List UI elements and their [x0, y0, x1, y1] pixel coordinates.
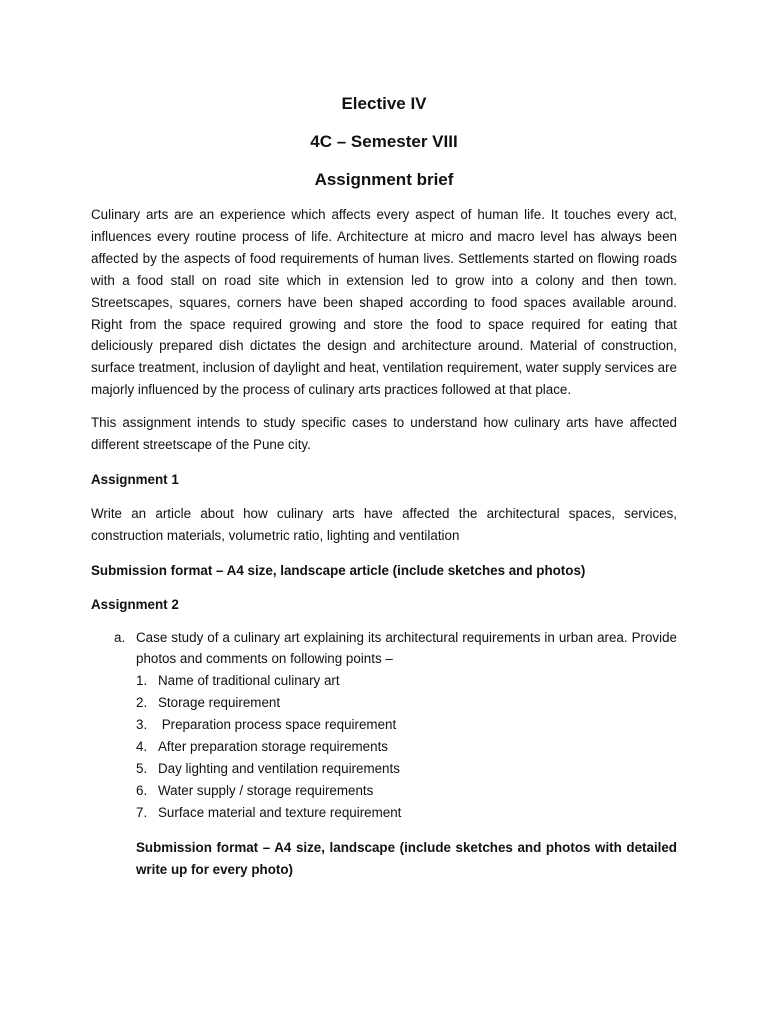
list-item	[136, 736, 677, 758]
title-block	[91, 92, 677, 192]
list-item-text: Preparation process space requirement	[158, 717, 397, 733]
item-a-text: Case study of a culinary art explaining its architectural requirements in urban area. Provide photos and comments on following points –	[136, 629, 677, 667]
assignment-1-text: Write an article about how culinary arts have affected the architectural spaces, services, construction materials, volumetric ratio, lighting and ventilation	[91, 505, 677, 543]
list-item-text: Day lighting and ventilation requirements	[158, 760, 400, 776]
list-item-number: 7.	[136, 804, 148, 820]
list-item	[136, 758, 677, 780]
intro-paragraph: Culinary arts are an experience which affects every aspect of human life. It touches every act, influences every routine process of life. Architecture at micro and macro level has always been affected by the aspects of food requirements of human lives. Settlements started on flowing roads with a food stall on road site which in extension led to grow into a colony and then town. Streetscapes, squares, corners have been shaped according to food spaces available around. Right from the space required growing and store the food to space required for eating that deliciously prepared dish dictates the design and architecture around. Material of construction, surface treatment, inclusion of daylight and heat, ventilation requirement, water supply services are majorly influenced by the process of culinary arts practices followed at that place.	[91, 207, 677, 398]
assignment-1-submission: Submission format – A4 size, landscape article (include sketches and photos)	[91, 562, 586, 578]
brief-title: Assignment brief	[314, 170, 454, 189]
purpose-paragraph: This assignment intends to study specific cases to understand how culinary arts have affected different streetscape of the Pune city.	[91, 415, 677, 453]
list-item-text: Storage requirement	[158, 695, 281, 711]
assignment-1-label: Assignment 1	[91, 471, 179, 487]
assignment-2-submission: Submission format – A4 size, landscape (include sketches and photos with detailed write up for every photo)	[136, 839, 677, 877]
list-item-text: Surface material and texture requirement	[158, 804, 402, 820]
list-item-number: 2.	[136, 695, 148, 711]
list-item-text: After preparation storage requirements	[158, 739, 388, 755]
course-title: Elective IV	[341, 94, 427, 113]
list-item-text: Name of traditional culinary art	[158, 673, 340, 689]
list-item	[136, 802, 677, 824]
list-item-number: 4.	[136, 739, 148, 755]
list-item-number: 5.	[136, 760, 148, 776]
list-item-number: 1.	[136, 673, 148, 689]
list-item-text: Water supply / storage requirements	[158, 782, 374, 798]
list-item	[136, 780, 677, 802]
points-list	[136, 670, 677, 823]
assignment-2-item-a	[91, 627, 677, 881]
list-item	[136, 692, 677, 714]
item-a-marker: a.	[114, 629, 126, 645]
assignment-2-label: Assignment 2	[91, 596, 179, 612]
semester-title: 4C – Semester VIII	[310, 132, 458, 151]
list-item	[136, 670, 677, 692]
list-item-number: 6.	[136, 782, 148, 798]
list-item-number: 3.	[136, 717, 148, 733]
list-item	[136, 714, 677, 736]
